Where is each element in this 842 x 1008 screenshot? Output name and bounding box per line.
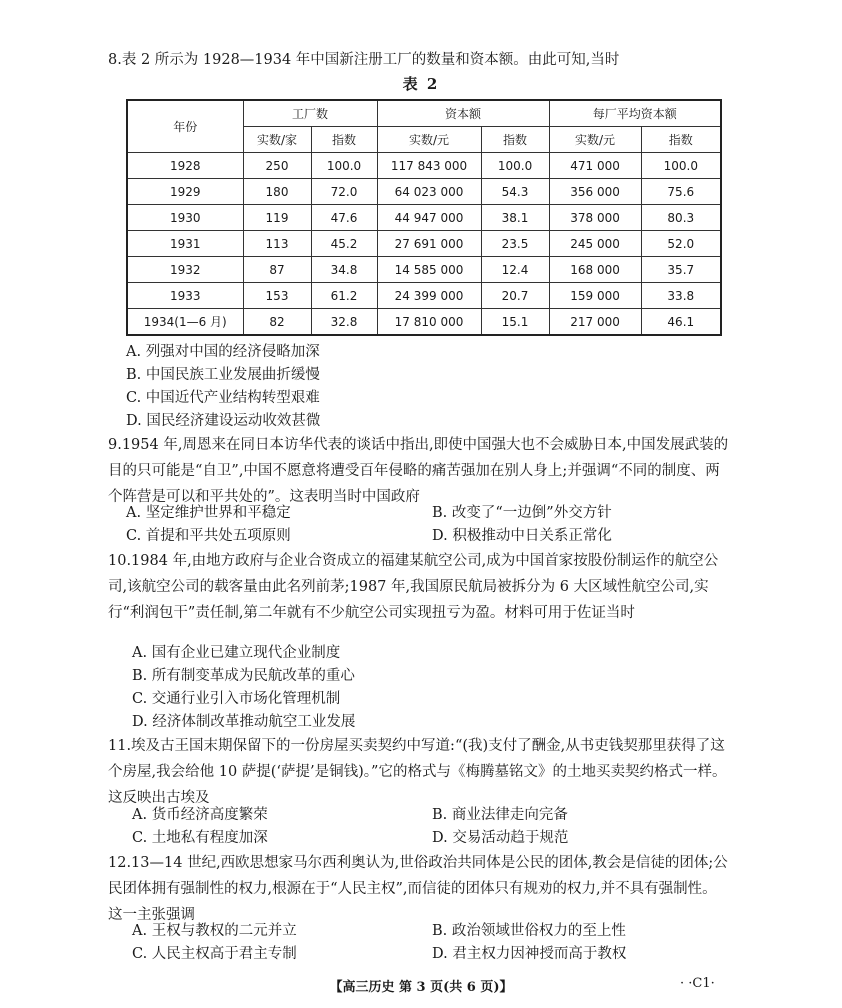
table-cell: 100.0 xyxy=(311,153,377,179)
table-cell: 24 399 000 xyxy=(377,283,481,309)
option-b: B. 商业法律走向完备 xyxy=(432,807,568,823)
table-cell: 80.3 xyxy=(641,205,721,231)
header-factory: 工厂数 xyxy=(243,100,377,127)
table-cell: 45.2 xyxy=(311,231,377,257)
subheader-cell: 实数/元 xyxy=(549,127,641,153)
option-d: D. 积极推动中日关系正常化 xyxy=(432,528,612,544)
question-12-stem xyxy=(108,850,730,928)
table-row xyxy=(127,205,721,231)
table-cell: 245 000 xyxy=(549,231,641,257)
option-c: C. 人民主权高于君主专制 xyxy=(132,946,297,962)
option-b: B. 中国民族工业发展曲折缓慢 xyxy=(126,367,320,383)
option-c: C. 土地私有程度加深 xyxy=(132,830,268,846)
table-caption: 表 2 xyxy=(402,75,440,93)
table-cell: 87 xyxy=(243,257,311,283)
option-d: D. 君主权力因神授而高于教权 xyxy=(432,946,627,962)
table-cell: 1931 xyxy=(127,231,243,257)
table-cell: 82 xyxy=(243,309,311,336)
table-cell: 32.8 xyxy=(311,309,377,336)
question-11-stem xyxy=(108,733,730,811)
table-row xyxy=(127,283,721,309)
table-cell: 1934(1—6 月) xyxy=(127,309,243,336)
table-cell: 72.0 xyxy=(311,179,377,205)
option-c: C. 中国近代产业结构转型艰难 xyxy=(126,390,320,406)
paper-code: · ·C1· xyxy=(680,976,715,991)
table-cell: 159 000 xyxy=(549,283,641,309)
option-d: D. 交易活动趋于规范 xyxy=(432,830,569,846)
subheader-cell: 指数 xyxy=(641,127,721,153)
option-a: A. 列强对中国的经济侵略加深 xyxy=(126,344,320,360)
table-row xyxy=(127,309,721,336)
table-cell: 1929 xyxy=(127,179,243,205)
subheader-cell: 实数/元 xyxy=(377,127,481,153)
table-cell: 168 000 xyxy=(549,257,641,283)
table-cell: 378 000 xyxy=(549,205,641,231)
table-cell: 100.0 xyxy=(481,153,549,179)
table-cell: 119 xyxy=(243,205,311,231)
table-cell: 15.1 xyxy=(481,309,549,336)
header-avg-capital: 每厂平均资本额 xyxy=(549,100,721,127)
table-row xyxy=(127,231,721,257)
table-cell: 27 691 000 xyxy=(377,231,481,257)
subheader-cell: 指数 xyxy=(481,127,549,153)
table-cell: 33.8 xyxy=(641,283,721,309)
question-text: 11.埃及古王国末期保留下的一份房屋买卖契约中写道:“(我)支付了酬金,从书吏钱契那里获得了这个房屋,我会给他 10 萨提(‘萨提’是铜钱)。”它的格式与《梅腾墓铭文》的土地买卖契约格式一样。这反映出古埃及 xyxy=(108,738,727,806)
table-cell: 14 585 000 xyxy=(377,257,481,283)
subheader-cell: 指数 xyxy=(311,127,377,153)
table-cell: 180 xyxy=(243,179,311,205)
table-cell: 44 947 000 xyxy=(377,205,481,231)
option-a: A. 坚定维护世界和平稳定 xyxy=(126,505,291,521)
table-cell: 17 810 000 xyxy=(377,309,481,336)
option-b: B. 改变了“一边倒”外交方针 xyxy=(432,505,612,521)
table-row xyxy=(127,179,721,205)
table-cell: 250 xyxy=(243,153,311,179)
table-cell: 217 000 xyxy=(549,309,641,336)
question-text: 10.1984 年,由地方政府与企业合资成立的福建某航空公司,成为中国首家按股份制运作的航空公司,该航空公司的载客量由此名列前茅;1987 年,我国原民航局被拆分为 6 大区域性航空公司,实行“利润包干”责任制,第二年就有不少航空公司实现扭亏为盈。材料可用于佐证当时 xyxy=(108,553,719,621)
table-cell: 52.0 xyxy=(641,231,721,257)
option-b: B. 所有制变革成为民航改革的重心 xyxy=(132,668,355,684)
header-capital: 资本额 xyxy=(377,100,549,127)
question-10-stem xyxy=(108,548,730,626)
table-cell: 23.5 xyxy=(481,231,549,257)
option-d: D. 国民经济建设运动收效甚微 xyxy=(126,413,321,429)
table-cell: 1928 xyxy=(127,153,243,179)
question-text: 9.1954 年,周恩来在同日本访华代表的谈话中指出,即使中国强大也不会威胁日本,中国发展武装的目的只可能是“自卫”,中国不愿意将遭受百年侵略的痛苦强加在别人身上;并强调“不同的制度、两个阵营是可以和平共处的”。这表明当时中国政府 xyxy=(108,437,729,505)
table-row xyxy=(127,153,721,179)
table-cell: 117 843 000 xyxy=(377,153,481,179)
question-text: 8.表 2 所示为 1928—1934 年中国新注册工厂的数量和资本额。由此可知,当时 xyxy=(108,52,620,68)
option-c: C. 交通行业引入市场化管理机制 xyxy=(132,691,341,707)
table-cell: 153 xyxy=(243,283,311,309)
option-a: A. 国有企业已建立现代企业制度 xyxy=(132,645,341,661)
table-cell: 47.6 xyxy=(311,205,377,231)
table-cell: 1930 xyxy=(127,205,243,231)
table-cell: 75.6 xyxy=(641,179,721,205)
table-cell: 12.4 xyxy=(481,257,549,283)
option-a: A. 王权与教权的二元并立 xyxy=(132,923,297,939)
option-c: C. 首提和平共处五项原则 xyxy=(126,528,291,544)
table-cell: 356 000 xyxy=(549,179,641,205)
table-cell: 20.7 xyxy=(481,283,549,309)
option-a: A. 货币经济高度繁荣 xyxy=(132,807,268,823)
option-d: D. 经济体制改革推动航空工业发展 xyxy=(132,714,356,730)
data-table xyxy=(126,99,722,336)
table-cell: 113 xyxy=(243,231,311,257)
table-cell: 61.2 xyxy=(311,283,377,309)
question-text: 12.13—14 世纪,西欧思想家马尔西利奥认为,世俗政治共同体是公民的团体,教会是信徒的团体;公民团体拥有强制性的权力,根源在于“人民主权”,而信徒的团体只有规劝的权力,并不具有强制性。这一主张强调 xyxy=(108,855,728,923)
table-cell: 46.1 xyxy=(641,309,721,336)
table-cell: 64 023 000 xyxy=(377,179,481,205)
table-cell: 38.1 xyxy=(481,205,549,231)
option-b: B. 政治领域世俗权力的至上性 xyxy=(432,923,626,939)
table-cell: 1933 xyxy=(127,283,243,309)
question-9-stem xyxy=(108,432,730,510)
table-cell: 35.7 xyxy=(641,257,721,283)
table-cell: 1932 xyxy=(127,257,243,283)
header-year: 年份 xyxy=(127,100,243,153)
table-cell: 100.0 xyxy=(641,153,721,179)
question-8-stem xyxy=(108,47,730,73)
subheader-cell: 实数/家 xyxy=(243,127,311,153)
table-cell: 471 000 xyxy=(549,153,641,179)
page-footer: 【高三历史 第 3 页(共 6 页)】 xyxy=(329,980,513,995)
table-cell: 34.8 xyxy=(311,257,377,283)
table-row xyxy=(127,257,721,283)
table-cell: 54.3 xyxy=(481,179,549,205)
